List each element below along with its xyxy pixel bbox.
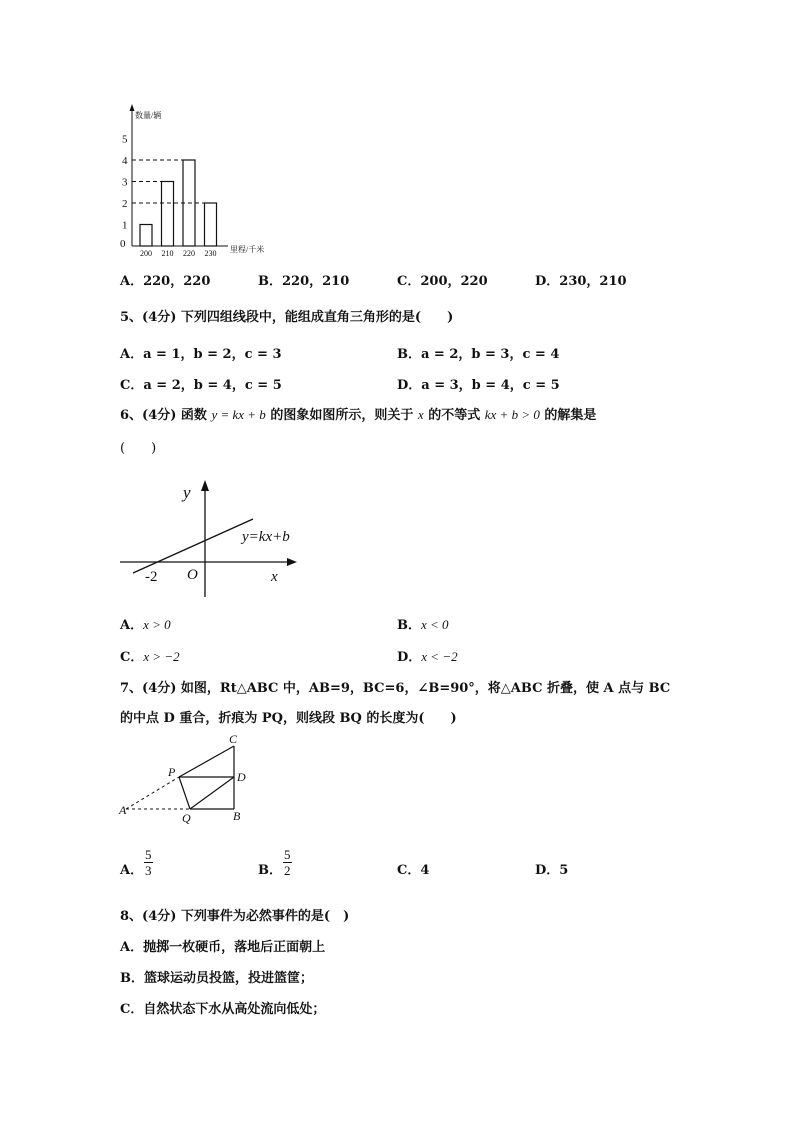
q6-stem-part2: 的图象如图所示，则关于 (270, 408, 414, 423)
label-b: B (233, 809, 241, 823)
y-tick-2: 2 (122, 198, 128, 210)
x-tick-230: 230 (204, 249, 217, 258)
q7-option-a-numerator: 5 (145, 847, 152, 862)
y-tick-4: 4 (122, 155, 128, 167)
bar-210 (162, 182, 174, 247)
dashed-ap (126, 777, 179, 809)
q6-option-b-letter: B． (397, 618, 421, 633)
y-tick-1: 1 (122, 219, 128, 232)
q5-option-d[interactable]: D．a = 3，b = 4，c = 5 (397, 378, 560, 393)
q7-option-b-numerator: 5 (284, 847, 291, 862)
x-tick-200: 200 (140, 249, 152, 258)
y-tick-5: 5 (122, 133, 128, 146)
triangle-fold-figure (112, 732, 262, 827)
q6-option-d-math: x < −2 (421, 649, 458, 664)
q6-answer-paren: ( ) (120, 441, 157, 456)
q4-option-c[interactable]: C．200，220 (397, 274, 488, 289)
linear-function-graph (115, 475, 315, 605)
x-label: x (271, 569, 278, 585)
y-axis-label: 数量/辆 (135, 111, 162, 120)
neg-two-label: -2 (145, 569, 158, 585)
q6-option-a[interactable] (120, 614, 171, 633)
label-p: P (168, 765, 176, 779)
q8-option-c[interactable]: C．自然状态下水从高处流向低处； (120, 1002, 326, 1017)
q8-option-a[interactable]: A．抛掷一枚硬币，落地后正面朝上 (120, 940, 326, 955)
y-tick-labels (120, 134, 128, 251)
q7-option-d[interactable]: D．5 (535, 863, 569, 878)
q6-stem-inequality: kx + b > 0 (484, 407, 540, 422)
label-d: D (237, 770, 246, 784)
q7-option-b-letter[interactable]: B． (258, 863, 282, 878)
label-a: A (119, 803, 127, 817)
y-tick-0: 0 (120, 238, 126, 250)
q4-option-d[interactable]: D．230，210 (535, 274, 627, 289)
q6-option-d[interactable] (397, 646, 458, 665)
q7-stem-line1: 7、(4分) 如图，Rt△ABC 中，AB=9，BC=6，∠B=90°，将△ABC 折叠，使 A 点与 BC (120, 681, 671, 696)
bar-chart (110, 100, 290, 260)
x-tick-labels (140, 249, 217, 258)
q4-option-a[interactable]: A．220，220 (120, 274, 211, 289)
q6-option-a-math: x > 0 (143, 617, 171, 632)
q7-option-b-fraction[interactable] (283, 847, 292, 878)
q5-option-a[interactable]: A．a = 1，b = 2，c = 3 (120, 347, 282, 362)
q7-option-a-denominator: 3 (145, 863, 152, 878)
q8-stem: 8、(4分) 下列事件为必然事件的是( ) (120, 909, 350, 924)
q5-stem: 5、(4分) 下列四组线段中，能组成直角三角形的是( ) (120, 310, 454, 325)
label-c: C (229, 732, 238, 746)
q6-option-c-math: x > −2 (143, 649, 180, 664)
label-q: Q (182, 811, 191, 825)
q4-option-b[interactable]: B．220，210 (258, 274, 350, 289)
q6-option-c[interactable] (120, 646, 180, 665)
q6-stem-part1: 6、(4分) 函数 (120, 408, 207, 423)
side-pc (179, 746, 234, 777)
x-axis-arrow (287, 558, 297, 566)
function-line (133, 519, 253, 573)
q6-option-b-math: x < 0 (421, 617, 449, 632)
q6-option-c-letter: C． (120, 650, 144, 665)
q8-option-b[interactable]: B．篮球运动员投篮，投进篮筐； (120, 971, 313, 986)
q5-option-b[interactable]: B．a = 2，b = 3，c = 4 (397, 347, 560, 362)
x-axis-label: 里程/千米 (230, 245, 265, 254)
segment-qd (190, 777, 234, 809)
bar-230 (205, 203, 217, 246)
q6-stem-variable: x (417, 407, 424, 422)
y-tick-3: 3 (122, 176, 128, 189)
x-tick-220: 220 (183, 249, 195, 258)
bars (140, 160, 217, 246)
y-axis-arrow (201, 480, 209, 491)
q7-option-a-letter[interactable]: A． (120, 863, 144, 878)
origin-label: O (187, 567, 198, 583)
q7-stem-line2: 的中点 D 重合，折痕为 PQ，则线段 BQ 的长度为( ) (120, 711, 457, 726)
fold-pq (179, 777, 190, 809)
q5-option-c[interactable]: C．a = 2，b = 4，c = 5 (120, 378, 282, 393)
q6-stem-part3: 的不等式 (428, 408, 481, 423)
q6-option-d-letter: D． (397, 650, 422, 665)
function-label: y=kx+b (242, 529, 290, 545)
q6-stem-part4: 的解集是 (544, 408, 597, 423)
q6-stem-function: y = kx + b (211, 407, 266, 422)
x-tick-210: 210 (161, 249, 174, 258)
q7-option-b-denominator: 2 (284, 863, 291, 878)
q6-stem (120, 404, 596, 423)
q6-option-b[interactable] (397, 614, 449, 633)
q6-option-a-letter: A． (120, 618, 144, 633)
q7-option-c[interactable]: C．4 (397, 863, 430, 878)
q7-option-a-fraction[interactable] (144, 847, 153, 878)
bar-200 (140, 225, 152, 247)
y-label: y (183, 483, 191, 502)
y-axis-arrow (130, 104, 135, 111)
